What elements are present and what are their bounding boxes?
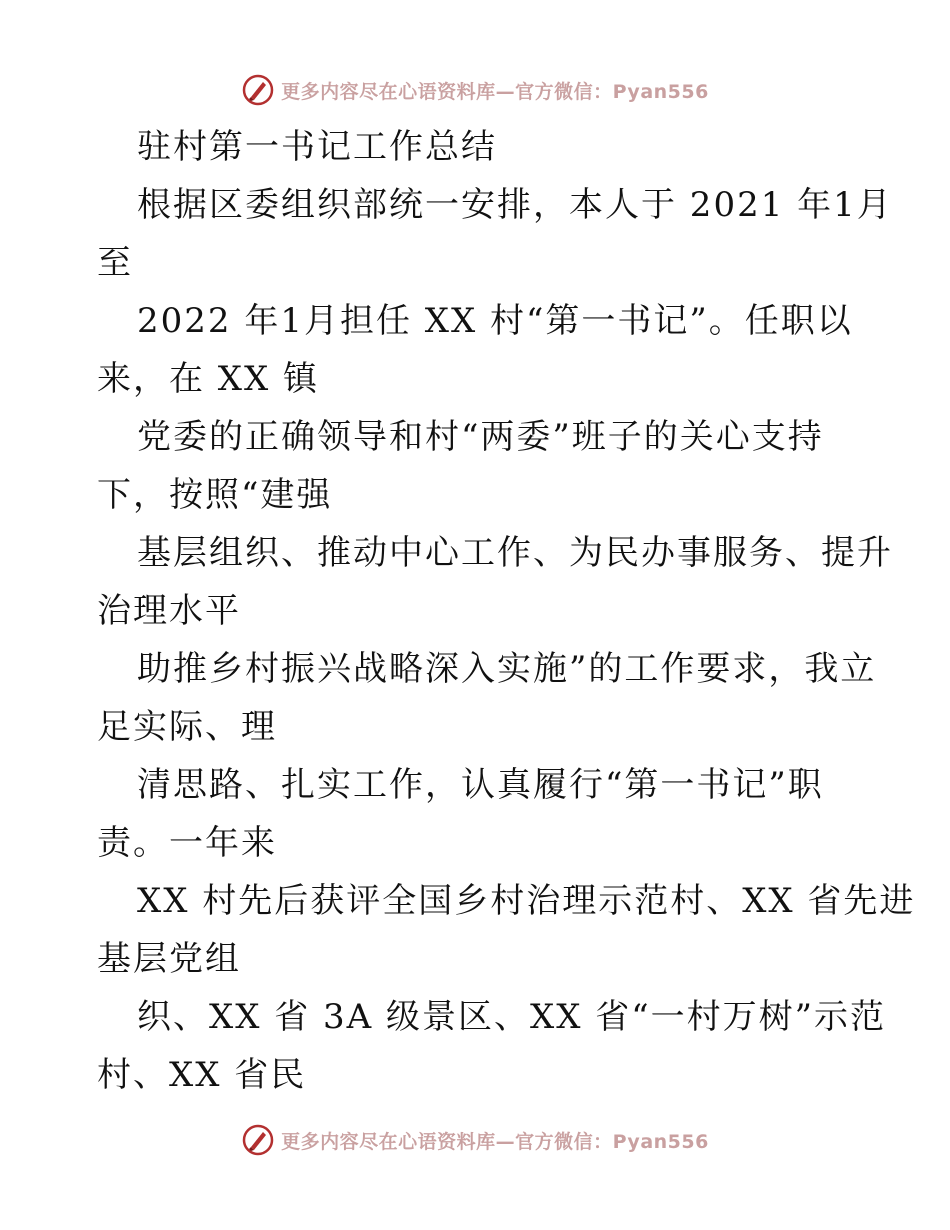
text-line: 来，在 XX 镇 — [97, 359, 320, 399]
header-watermark — [0, 70, 950, 110]
watermark-text: 更多内容尽在心语资料库—官方微信：Pyan556 — [281, 1130, 709, 1153]
pen-logo-icon — [241, 73, 275, 107]
text-line: 责。一年来 — [97, 823, 277, 863]
text-line: 村、XX 省民 — [97, 1055, 307, 1095]
footer-watermark — [0, 1120, 950, 1160]
text-line: 根据区委组织部统一安排，本人于 2021 年1月 — [137, 185, 893, 225]
document-body — [97, 118, 916, 1104]
text-line: 足实际、理 — [97, 707, 277, 747]
pen-logo-icon — [241, 1123, 275, 1157]
text-line: 清思路、扎实工作，认真履行“第一书记”职 — [137, 765, 824, 805]
text-line: 至 — [97, 243, 133, 283]
text-line: 助推乡村振兴战略深入实施”的工作要求，我立 — [137, 649, 877, 689]
watermark-text: 更多内容尽在心语资料库—官方微信：Pyan556 — [281, 80, 709, 103]
text-line: 2022 年1月担任 XX 村“第一书记”。任职以 — [137, 301, 853, 341]
text-line: XX 村先后获评全国乡村治理示范村、XX 省先进 — [137, 881, 916, 921]
text-line: 基层组织、推动中心工作、为民办事服务、提升 — [137, 533, 893, 573]
text-line: 党委的正确领导和村“两委”班子的关心支持 — [137, 417, 824, 457]
text-line: 织、XX 省 3A 级景区、XX 省“一村万树”示范 — [137, 997, 886, 1037]
text-line: 下，按照“建强 — [97, 475, 333, 515]
text-line: 治理水平 — [97, 591, 241, 631]
text-line: 基层党组 — [97, 939, 241, 979]
document-title: 驻村第一书记工作总结 — [137, 127, 497, 167]
